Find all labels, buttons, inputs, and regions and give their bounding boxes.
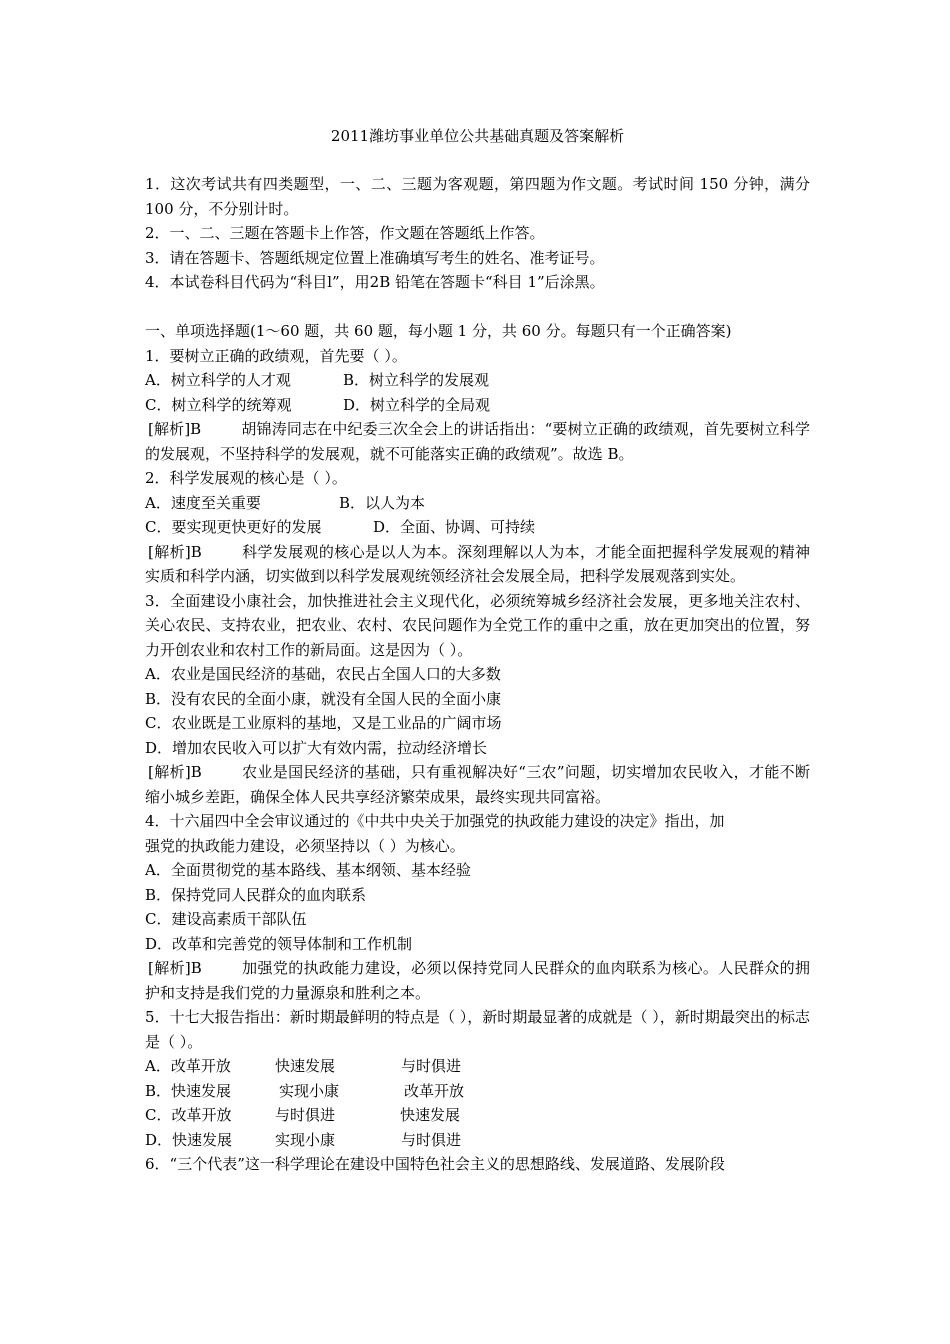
option-b-part-3: 改革开放 — [404, 1081, 465, 1100]
option-d: D．全面、协调、可持续 — [373, 518, 536, 536]
question-5-option-a — [145, 1054, 810, 1079]
question-4-stem-line-1: 4．十六届四中全会审议通过的《中共中央关于加强党的执政能力建设的决定》指出，加 — [145, 812, 725, 830]
question-6-stem: 6．“三个代表”这一科学理论在建设中国特色社会主义的思想路线、发展道路、发展阶段 — [145, 1155, 725, 1173]
analysis-tag: [解析]B — [148, 959, 202, 977]
option-b: B．以人为本 — [339, 493, 426, 512]
option-a-part-3: 与时俱进 — [401, 1057, 462, 1075]
question-3-analysis — [145, 760, 810, 809]
option-b: B．保持党同人民群众的血肉联系 — [145, 885, 367, 904]
option-c-part-3: 快速发展 — [400, 1106, 461, 1124]
question-2-stem: 2．科学发展观的核心是（ ）。 — [145, 469, 347, 487]
instruction-1: 1．这次考试共有四类题型，一、二、三题为客观题，第四题为作文题。考试时间 150 分钟，满分 100 分，不分别计时。 — [145, 175, 810, 218]
question-4-stem-line-2: 强党的执政能力建设，必须坚持以（ ）为核心。 — [145, 836, 465, 855]
option-a: A．速度至关重要 — [145, 493, 261, 512]
analysis-text: 胡锦涛同志在中纪委三次全会上的讲话指出：“要树立正确的政绩观，首先要树立科学的发展观，不坚持科学的发展观，就不可能落实正确的政绩观”。故选 B。 — [145, 420, 810, 463]
analysis-tag: [解析]B — [148, 763, 202, 781]
instruction-4: 4．本试卷科目代码为“科目l”，用2B 铅笔在答题卡“科目 1”后涂黑。 — [145, 273, 605, 291]
option-b-part-2: 实现小康 — [279, 1081, 340, 1100]
spacer — [145, 295, 810, 320]
question-2-options-ab — [145, 491, 810, 516]
question-1-stem: 1．要树立正确的政绩观，首先要（ ）。 — [145, 346, 407, 365]
option-b: B．树立科学的发展观 — [343, 371, 490, 389]
question-5-option-d — [145, 1128, 810, 1153]
section-heading: 一、单项选择题(1～60 题，共 60 题，每小题 1 分，共 60 分。每题只有一个正确答案) — [145, 322, 732, 340]
page-title: 2011潍坊事业单位公共基础真题及答案解析 — [330, 127, 625, 145]
option-d-part-1: D．快速发展 — [145, 1130, 233, 1149]
analysis-text: 科学发展观的核心是以人为本。深刻理解以人为本，才能全面把握科学发展观的精神实质和科学内涵，切实做到以科学发展观统领经济社会发展全局，把科学发展观落到实处。 — [145, 542, 810, 585]
analysis-tag: [解析]B — [148, 542, 202, 561]
option-c-part-1: C．改革开放 — [145, 1106, 232, 1124]
analysis-text: 加强党的执政能力建设，必须以保持党同人民群众的血肉联系为核心。人民群众的拥护和支持是我们党的力量源泉和胜利之本。 — [145, 959, 810, 1002]
option-c: C．农业既是工业原料的基地，又是工业品的广阔市场 — [145, 714, 502, 732]
option-a: A．树立科学的人才观 — [145, 371, 291, 389]
option-b: B．没有农民的全面小康，就没有全国人民的全面小康 — [145, 689, 502, 708]
analysis-tag: [解析]B — [148, 420, 202, 438]
question-1-analysis — [145, 417, 810, 466]
analysis-text: 农业是国民经济的基础，只有重视解决好“三农”问题，切实增加农民收入，才能不断缩小城乡差距，确保全体人民共享经济繁荣成果，最终实现共同富裕。 — [145, 763, 810, 806]
question-5-option-c — [145, 1103, 810, 1128]
option-a: A．农业是国民经济的基础，农民占全国人口的大多数 — [145, 665, 501, 683]
option-c: C．要实现更快更好的发展 — [145, 518, 322, 536]
option-c-part-2: 与时俱进 — [275, 1106, 336, 1124]
question-2-options-cd — [145, 515, 810, 540]
question-3-stem: 3．全面建设小康社会，加快推进社会主义现代化，必须统筹城乡经济社会发展，更多地关注农村、关心农民、支持农业，把农业、农村、农民问题作为全党工作的重中之重，放在更加突出的位置，努力开创农业和农村工作的新局面。这是因为（ ）。 — [145, 591, 810, 659]
option-a: A．全面贯彻党的基本路线、基本纲领、基本经验 — [145, 861, 471, 879]
option-a-part-2: 快速发展 — [275, 1057, 336, 1075]
instruction-3: 3．请在答题卡、答题纸规定位置上准确填写考生的姓名、准考证号。 — [145, 248, 605, 267]
instruction-2: 2．一、二、三题在答题卡上作答，作文题在答题纸上作答。 — [145, 224, 545, 242]
question-5-option-b — [145, 1079, 810, 1104]
question-1-options-ab — [145, 368, 810, 393]
option-d: D．树立科学的全局观 — [343, 395, 491, 414]
option-b-part-1: B．快速发展 — [145, 1081, 232, 1100]
option-d-part-3: 与时俱进 — [401, 1130, 462, 1149]
option-c: C．建设高素质干部队伍 — [145, 910, 307, 928]
option-d-part-2: 实现小康 — [275, 1130, 336, 1149]
question-5-stem: 5．十七大报告指出：新时期最鲜明的特点是（ ），新时期最显著的成就是（ ），新时期最突出的标志是（ ）。 — [145, 1008, 810, 1051]
question-4-analysis — [145, 956, 810, 1005]
option-c: C．树立科学的统筹观 — [145, 395, 292, 414]
option-d: D．改革和完善党的领导体制和工作机制 — [145, 934, 413, 953]
question-2-analysis — [145, 540, 810, 589]
question-1-options-cd — [145, 393, 810, 418]
document-page — [145, 124, 810, 1177]
option-a-part-1: A．改革开放 — [145, 1057, 231, 1075]
option-d: D．增加农民收入可以扩大有效内需，拉动经济增长 — [145, 738, 488, 757]
